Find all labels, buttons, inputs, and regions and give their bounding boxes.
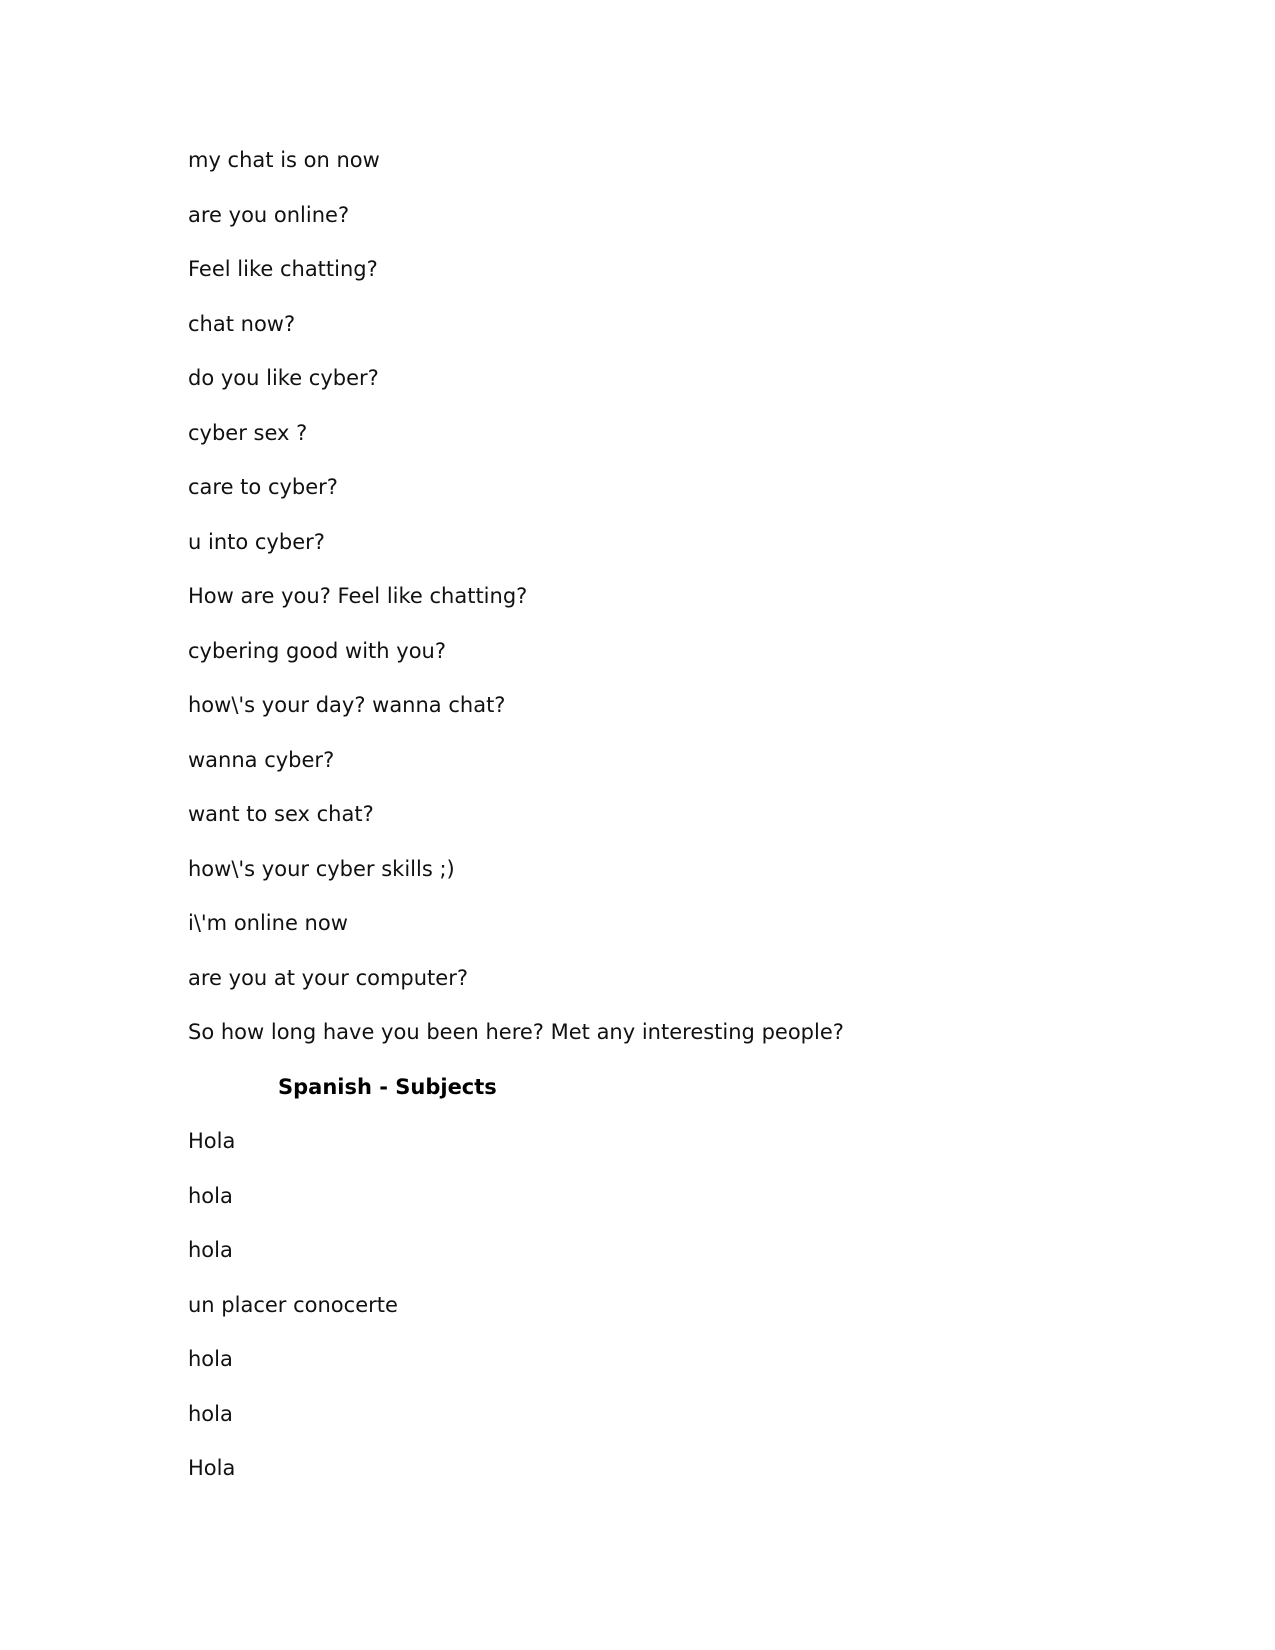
text-line: do you like cyber? xyxy=(188,366,379,390)
text-line: my chat is on now xyxy=(188,148,380,172)
text-line: hola xyxy=(188,1401,233,1426)
text-line: u into cyber? xyxy=(188,529,325,554)
text-line: So how long have you been here? Met any interesting people? xyxy=(188,1020,844,1044)
text-line: cybering good with you? xyxy=(188,638,446,663)
text-line: how\'s your day? wanna chat? xyxy=(188,693,506,717)
text-line: un placer conocerte xyxy=(188,1292,398,1317)
text-line: Feel like chatting? xyxy=(188,257,378,281)
section-heading: Spanish - Subjects xyxy=(278,1074,497,1099)
text-line: want to sex chat? xyxy=(188,802,374,826)
text-line: wanna cyber? xyxy=(188,747,335,772)
text-line: care to cyber? xyxy=(188,475,338,499)
text-line: i\'m online now xyxy=(188,911,348,935)
text-line: hola xyxy=(188,1347,233,1371)
text-lines xyxy=(188,145,1188,1508)
text-line: Hola xyxy=(188,1129,236,1153)
text-line: hola xyxy=(188,1183,233,1208)
text-line: hola xyxy=(188,1238,233,1262)
text-line: How are you? Feel like chatting? xyxy=(188,584,528,608)
text-line: are you at your computer? xyxy=(188,965,468,990)
text-line: are you online? xyxy=(188,202,350,227)
text-line: Hola xyxy=(188,1456,236,1480)
text-line: chat now? xyxy=(188,311,296,336)
text-line: how\'s your cyber skills ;) xyxy=(188,856,455,881)
text-line: cyber sex ? xyxy=(188,420,308,445)
